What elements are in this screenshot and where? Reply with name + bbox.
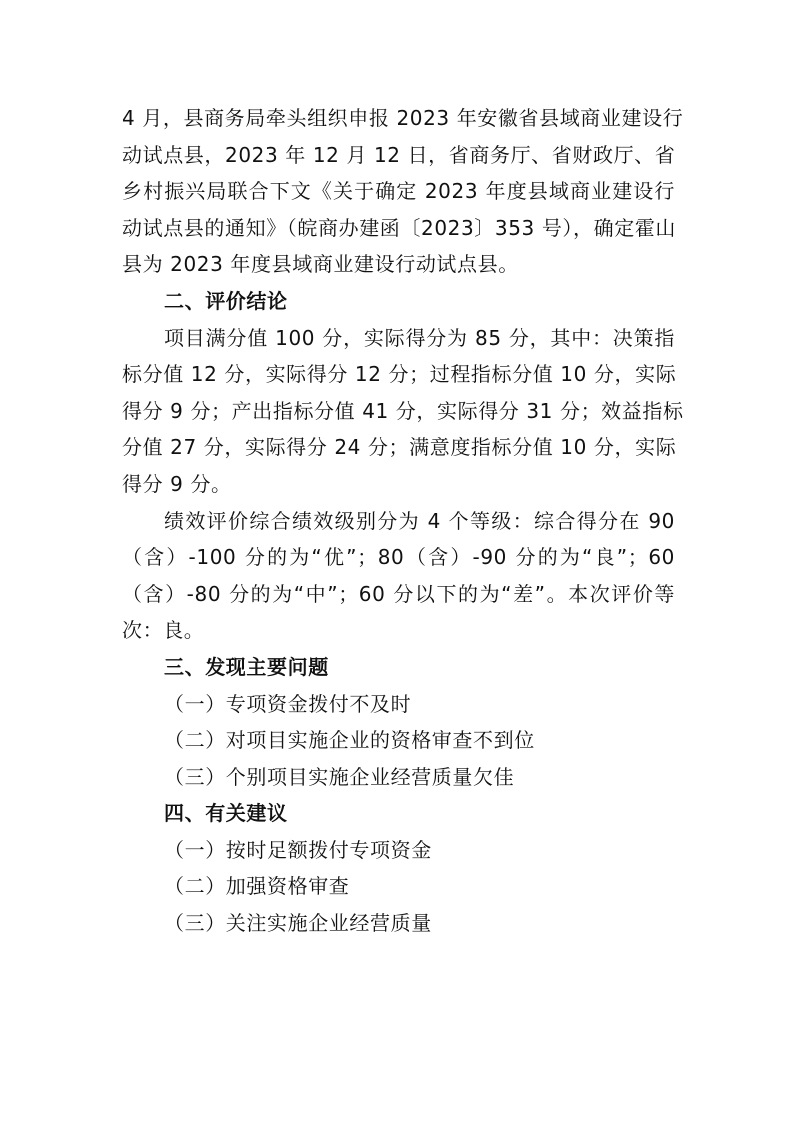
list-item: （三）关注实施企业经营质量 xyxy=(164,911,432,936)
document-page xyxy=(122,100,684,942)
list-item: （一）专项资金拨付不及时 xyxy=(164,691,412,716)
list-item: （三）个别项目实施企业经营质量欠佳 xyxy=(164,764,515,789)
text-line: （含）-80 分的为“中”；60 分以下的为“差”。本次评价等 xyxy=(122,581,675,606)
section-heading-conclusion: 二、评价结论 xyxy=(164,288,288,313)
list-item: （一）按时足额拨付专项资金 xyxy=(164,837,432,862)
text-line: 动试点县，2023 年 12 月 12 日，省商务厅、省财政厅、省 xyxy=(122,142,676,167)
section-heading-problems: 三、发现主要问题 xyxy=(164,654,329,679)
section-heading-suggestions: 四、有关建议 xyxy=(164,801,288,826)
text-line: 4 月，县商务局牵头组织申报 2023 年安徽省县域商业建设行 xyxy=(122,106,684,130)
text-line: 项目满分值 100 分，实际得分为 85 分，其中：决策指 xyxy=(164,325,675,350)
text-line: 县为 2023 年度县域商业建设行动试点县。 xyxy=(122,252,519,277)
text-line: 乡村振兴局联合下文《关于确定 2023 年度县域商业建设行 xyxy=(122,179,675,204)
list-item: （二）加强资格审查 xyxy=(164,874,350,899)
text-line: （含）-100 分的为“优”；80（含）-90 分的为“良”；60 xyxy=(122,545,675,570)
paragraph-scores xyxy=(122,320,684,503)
paragraph-grading xyxy=(122,503,675,649)
text-line: 分值 27 分，实际得分 24 分；满意度指标分值 10 分，实际 xyxy=(122,435,677,460)
text-line: 次：良。 xyxy=(122,618,205,643)
text-line: 得分 9 分；产出指标分值 41 分，实际得分 31 分；效益指标 xyxy=(122,398,684,423)
text-line: 绩效评价综合绩效级别分为 4 个等级：综合得分在 90 xyxy=(164,508,675,533)
text-line: 得分 9 分。 xyxy=(122,471,232,496)
text-line: 动试点县的通知》（皖商办建函〔2023〕353 号），确定霍山 xyxy=(122,215,677,240)
text-line: 标分值 12 分，实际得分 12 分；过程指标分值 10 分，实际 xyxy=(122,362,677,387)
list-item: （二）对项目实施企业的资格审查不到位 xyxy=(164,728,535,753)
paragraph-background xyxy=(122,100,684,283)
